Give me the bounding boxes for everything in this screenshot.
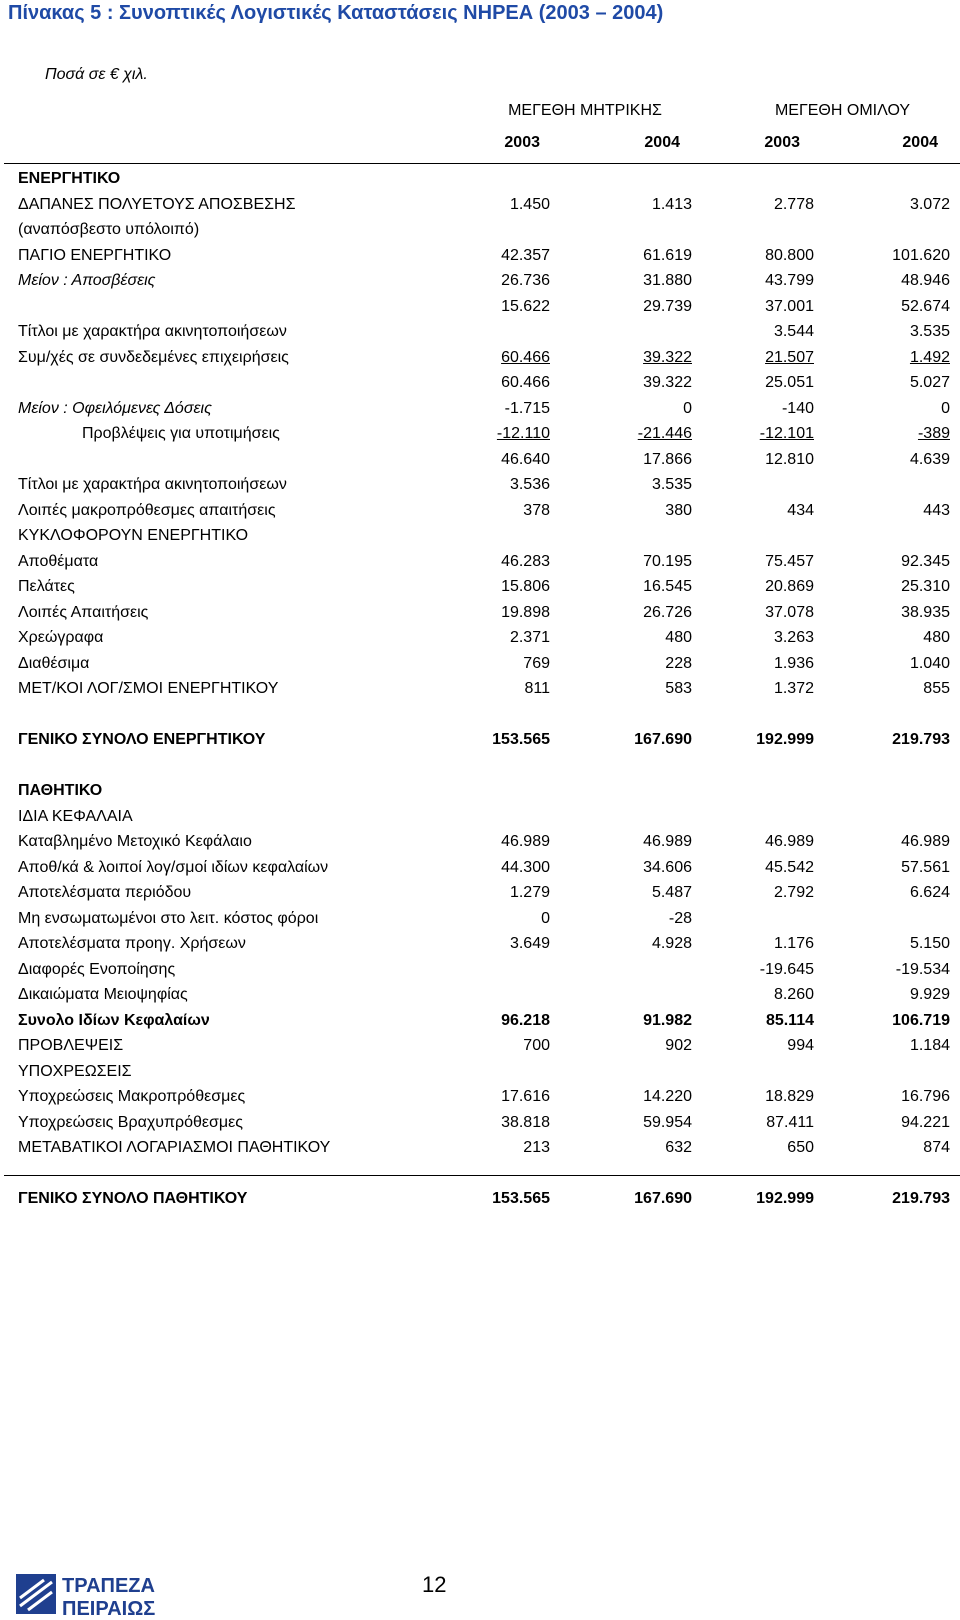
row-value: 42.357 [501, 246, 550, 264]
row-value: 26.736 [501, 272, 550, 289]
table-row [0, 882, 960, 908]
row-value: 2.371 [509, 629, 550, 646]
table-row [0, 551, 960, 577]
row-value: 18.829 [765, 1088, 814, 1105]
table-row [0, 831, 960, 857]
row-value: 0 [941, 399, 950, 417]
table-row [0, 729, 960, 755]
page-title: Πίνακας 5 : Συνοπτικές Λογιστικές Καταστάσεις ΝΗΡΕΑ (2003 – 2004) [8, 2, 664, 24]
table-row [0, 678, 960, 704]
table-row [0, 423, 960, 449]
table-row [0, 1035, 960, 1061]
row-value: 650 [787, 1139, 814, 1156]
row-value: 94.221 [901, 1113, 950, 1131]
year-header: 2003 [764, 134, 800, 151]
row-value: 46.989 [501, 833, 550, 850]
row-value: 46.989 [765, 833, 814, 850]
table-row [0, 755, 960, 781]
row-label: Αποθέματα [18, 552, 99, 570]
row-label: Δικαιώματα Μειοψηφίας [18, 986, 188, 1003]
row-value: 3.072 [909, 195, 950, 213]
row-value: 1.413 [651, 195, 692, 213]
row-value: 70.195 [643, 552, 692, 570]
row-value: 632 [665, 1139, 692, 1156]
row-value: 25.051 [765, 374, 814, 391]
table-row [0, 1188, 960, 1214]
row-value: 1.492 [909, 348, 950, 366]
table-row [0, 908, 960, 934]
row-value: 61.619 [643, 246, 692, 264]
row-label: Συνολο Ιδίων Κεφαλαίων [18, 1011, 210, 1029]
table-row [0, 1010, 960, 1036]
row-value: 0 [683, 399, 692, 417]
row-value: 16.545 [643, 578, 692, 595]
row-value: 1.936 [773, 654, 814, 672]
row-value: 38.935 [901, 603, 950, 621]
row-value: 5.150 [909, 935, 950, 952]
row-value: 45.542 [765, 858, 814, 876]
table-top-rule [4, 163, 960, 164]
year-header: 2003 [504, 134, 540, 151]
row-value: 80.800 [765, 246, 814, 264]
table-row [0, 270, 960, 296]
row-value: 37.078 [765, 603, 814, 621]
table-row [0, 602, 960, 628]
row-value: 1.372 [773, 680, 814, 697]
row-label: ΚΥΚΛΟΦΟΡΟΥΝ ΕΝΕΡΓΗΤΙΚΟ [18, 527, 249, 544]
row-value: 101.620 [892, 246, 950, 264]
table-row [0, 474, 960, 500]
row-value: 0 [541, 909, 550, 927]
row-label: Αποτελέσματα προηγ. Χρήσεων [18, 935, 246, 952]
row-value: 14.220 [643, 1088, 692, 1105]
row-value: 5.027 [909, 374, 950, 391]
row-value: 44.300 [501, 858, 550, 876]
row-value: 39.322 [643, 348, 692, 366]
row-value: 3.535 [651, 476, 692, 493]
row-value: 57.561 [901, 858, 950, 876]
row-label: ΠΡΟΒΛΕΨΕΙΣ [18, 1037, 124, 1054]
group-header-parent: ΜΕΓΕΘΗ ΜΗΤΡΙΚΗΣ [508, 102, 662, 119]
row-value: 15.806 [501, 578, 550, 595]
row-value: -140 [781, 399, 814, 417]
row-value: -389 [917, 425, 950, 442]
row-value: 85.114 [765, 1011, 814, 1029]
row-value: 87.411 [766, 1113, 814, 1131]
row-label: ΜΕΤ/ΚΟΙ ΛΟΓ/ΣΜΟΙ ΕΝΕΡΓΗΤΙΚΟΥ [18, 680, 279, 697]
row-value: 167.690 [634, 1190, 692, 1207]
logo-line2: ΠΕΙΡΑΙΩΣ [62, 1598, 156, 1618]
row-label: Τίτλοι με χαρακτήρα ακινητοποιήσεων [18, 476, 287, 493]
table-row [0, 500, 960, 526]
row-value: 12.810 [765, 450, 814, 468]
row-value: 380 [665, 501, 692, 519]
row-label: Συμ/χές σε συνδεδεμένες επιχειρήσεις [18, 348, 289, 366]
row-label: Αποθ/κά & λοιποί λογ/σμοί ιδίων κεφαλαίων [18, 858, 329, 876]
row-label: ΔΑΠΑΝΕΣ ΠΟΛΥΕΤΟΥΣ ΑΠΟΣΒΕΣΗΣ [18, 195, 296, 213]
table-row [0, 653, 960, 679]
table-row [0, 857, 960, 883]
row-value: -12.110 [496, 425, 550, 442]
row-value: 192.999 [756, 731, 814, 748]
row-label: ΓΕΝΙΚΟ ΣΥΝΟΛΟ ΕΝΕΡΓΗΤΙΚΟΥ [18, 731, 266, 748]
row-label: Διαθέσιμα [18, 654, 90, 672]
row-value: 153.565 [492, 1190, 550, 1207]
row-label: Λοιπές μακροπρόθεσμες απαιτήσεις [18, 501, 276, 519]
row-value: 855 [923, 680, 950, 697]
row-label: Μείον : Αποσβέσεις [18, 272, 156, 289]
row-value: 4.928 [651, 935, 692, 952]
row-value: -1.715 [504, 399, 550, 417]
row-value: 39.322 [643, 374, 692, 391]
financial-table [0, 168, 960, 1214]
row-value: 92.345 [901, 552, 950, 570]
row-label: Προβλέψεις για υποτιμήσεις [82, 425, 280, 442]
table-row [0, 984, 960, 1010]
row-value: 219.793 [892, 1190, 950, 1207]
row-value: 75.457 [765, 552, 814, 570]
table-row [0, 704, 960, 730]
row-value: 25.310 [901, 578, 950, 595]
row-label: ΠΑΘΗΤΙΚΟ [18, 782, 103, 799]
row-value: 52.674 [901, 297, 950, 315]
row-label: (αναπόσβεστο υπόλοιπό) [18, 221, 200, 238]
table-row [0, 1061, 960, 1087]
table-row [0, 194, 960, 220]
table-row [0, 398, 960, 424]
table-row [0, 219, 960, 245]
row-value: 106.719 [892, 1011, 950, 1029]
row-value: 46.640 [501, 450, 550, 468]
row-label: Χρεώγραφα [18, 629, 104, 646]
table-row [0, 245, 960, 271]
row-value: 38.818 [501, 1113, 550, 1131]
row-value: 902 [665, 1037, 692, 1054]
row-value: 3.263 [773, 629, 814, 646]
logo-line1: ΤΡΑΠΕΖΑ [62, 1575, 155, 1597]
row-value: 769 [523, 654, 550, 672]
row-value: 46.989 [901, 833, 950, 850]
row-value: 29.739 [643, 297, 692, 315]
page-number: 12 [422, 1572, 447, 1597]
row-value: 60.466 [501, 374, 550, 391]
row-label: ΕΝΕΡΓΗΤΙΚΟ [18, 170, 121, 187]
table-row [0, 525, 960, 551]
row-label: ΜΕΤΑΒΑΤΙΚΟΙ ΛΟΓΑΡΙΑΣΜΟΙ ΠΑΘΗΤΙΚΟΥ [18, 1139, 331, 1156]
row-value: -21.446 [637, 425, 692, 442]
row-value: 21.507 [765, 348, 814, 366]
table-row [0, 576, 960, 602]
row-value: 17.866 [643, 450, 692, 468]
row-value: 17.616 [501, 1088, 550, 1105]
row-value: -19.645 [759, 960, 814, 978]
bank-logo [16, 1570, 176, 1618]
table-row [0, 933, 960, 959]
row-value: 6.624 [909, 884, 950, 901]
row-value: 700 [523, 1037, 550, 1054]
row-label: Λοιπές Απαιτήσεις [18, 603, 149, 621]
table-row [0, 1112, 960, 1138]
row-label: Τίτλοι με χαρακτήρα ακινητοποιήσεων [18, 323, 287, 340]
row-value: 20.869 [765, 578, 814, 595]
row-label: Διαφορές Ενοποίησης [18, 960, 176, 978]
units-note: Ποσά σε € χιλ. [45, 66, 148, 83]
row-value: 60.466 [501, 348, 550, 366]
row-label: ΠΑΓΙΟ ΕΝΕΡΓΗΤΙΚΟ [18, 246, 172, 264]
row-value: 19.898 [501, 603, 550, 621]
row-value: 167.690 [634, 731, 692, 748]
row-value: 46.283 [501, 552, 550, 570]
row-value: -28 [668, 909, 692, 927]
row-value: 26.726 [643, 603, 692, 621]
row-value: 378 [523, 501, 550, 519]
row-value: 37.001 [765, 297, 814, 315]
table-row [0, 168, 960, 194]
row-value: 16.796 [901, 1088, 950, 1105]
row-value: 9.929 [909, 986, 950, 1003]
table-row [0, 1086, 960, 1112]
row-value: 219.793 [892, 731, 950, 748]
row-value: 91.982 [643, 1011, 692, 1029]
row-value: 43.799 [765, 272, 814, 289]
row-label: Πελάτες [18, 578, 75, 595]
table-row [0, 449, 960, 475]
row-label: Αποτελέσματα περιόδου [18, 884, 192, 901]
table-row [0, 372, 960, 398]
row-label: ΥΠΟΧΡΕΩΣΕΙΣ [18, 1062, 132, 1080]
row-value: 3.649 [509, 935, 550, 952]
year-header: 2004 [644, 134, 680, 151]
row-value: 192.999 [756, 1190, 814, 1207]
row-value: 480 [665, 629, 692, 646]
row-value: 15.622 [501, 297, 550, 315]
row-value: 96.218 [501, 1011, 550, 1029]
table-row [0, 321, 960, 347]
row-value: 1.176 [773, 935, 814, 952]
row-value: 153.565 [492, 731, 550, 748]
row-value: 874 [923, 1139, 950, 1156]
table-row [0, 347, 960, 373]
row-label: Υποχρεώσεις Βραχυπρόθεσμες [18, 1113, 243, 1131]
group-header-group: ΜΕΓΕΘΗ ΟΜΙΛΟΥ [774, 102, 911, 119]
row-value: 480 [923, 629, 950, 646]
row-value: 2.778 [773, 195, 814, 213]
row-value: 1.040 [909, 654, 950, 672]
row-value: -19.534 [895, 960, 950, 978]
row-value: 34.606 [643, 858, 692, 876]
row-value: 1.279 [509, 884, 550, 901]
row-value: 59.954 [643, 1113, 692, 1131]
row-value: 3.536 [509, 476, 550, 493]
year-header: 2004 [902, 134, 938, 151]
row-value: 46.989 [643, 833, 692, 850]
row-label: ΙΔΙΑ ΚΕΦΑΛΑΙΑ [18, 807, 133, 825]
row-label: Μείον : Οφειλόμενες Δόσεις [18, 399, 212, 417]
row-value: 4.639 [909, 450, 950, 468]
row-value: 2.792 [773, 884, 814, 901]
row-value: 3.544 [773, 323, 814, 340]
row-value: 583 [665, 680, 692, 697]
table-row [0, 806, 960, 832]
table-bottom-rule [4, 1175, 960, 1176]
row-value: 228 [665, 654, 692, 672]
row-label: Καταβλημένο Μετοχικό Κεφάλαιο [18, 833, 252, 850]
row-value: 443 [923, 501, 950, 519]
row-value: 994 [787, 1037, 814, 1054]
row-label: ΓΕΝΙΚΟ ΣΥΝΟΛΟ ΠΑΘΗΤΙΚΟΥ [18, 1190, 248, 1207]
table-row [0, 1137, 960, 1163]
table-row [0, 780, 960, 806]
table-row [0, 959, 960, 985]
table-row [0, 296, 960, 322]
table-row [0, 627, 960, 653]
row-value: 48.946 [901, 272, 950, 289]
row-value: 5.487 [651, 884, 692, 901]
row-value: 8.260 [773, 986, 814, 1003]
row-value: 213 [523, 1139, 550, 1156]
row-value: 1.184 [909, 1037, 950, 1054]
row-value: 31.880 [643, 272, 692, 289]
row-value: 811 [524, 680, 550, 697]
row-value: 434 [787, 501, 814, 519]
row-value: 3.535 [909, 323, 950, 340]
row-label: Μη ενσωματωμένοι στο λειτ. κόστος φόροι [18, 909, 319, 927]
row-value: -12.101 [759, 425, 814, 442]
row-value: 1.450 [509, 195, 550, 213]
row-label: Υποχρεώσεις Μακροπρόθεσμες [18, 1088, 246, 1105]
